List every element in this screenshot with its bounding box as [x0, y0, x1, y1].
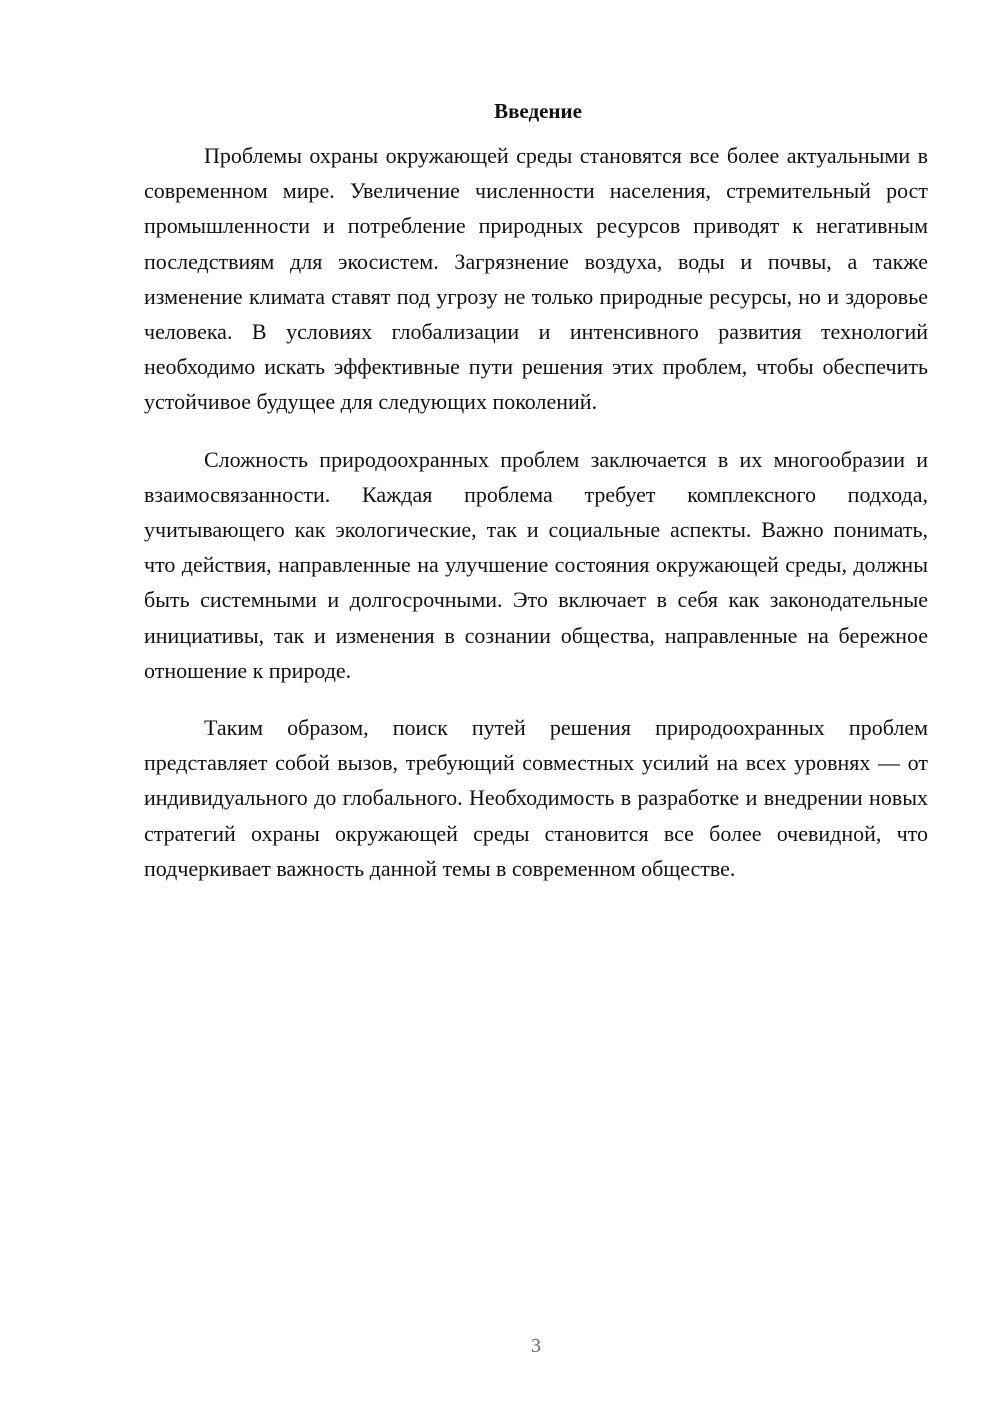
paragraph-3: Таким образом, поиск путей решения природоохранных проблем представляет собой вызов, требующий совместных усилий на всех уровнях — от индивидуального до глобального. Необходимость в разработке и внедрении новых стратегий охраны окружающей среды становится все более очевидной, что подчеркивает важность данной темы в современном обществе. — [144, 715, 928, 881]
section-heading: Введение — [494, 99, 582, 123]
paragraph-1: Проблемы охраны окружающей среды становятся все более актуальными в современном мире. Увеличение численности населения, стремительный рост промышленности и потребление природных ресурсов приводят к негативным последствиям для экосистем. Загрязнение воздуха, воды и почвы, а также изменение климата ставят под угрозу не только природные ресурсы, но и здоровье человека. В условиях глобализации и интенсивного развития технологий необходимо искать эффективные пути решения этих проблем, чтобы обеспечить устойчивое будущее для следующих поколений. — [144, 143, 928, 415]
paragraph-2: Сложность природоохранных проблем заключается в их многообразии и взаимосвязанности. Каждая проблема требует комплексного подхода, учитывающего как экологические, так и социальные аспекты. Важно понимать, что действия, направленные на улучшение состояния окружающей среды, должны быть системными и долгосрочными. Это включает в себя как законодательные инициативы, так и изменения в сознании общества, направленные на бережное отношение к природе. — [144, 446, 928, 683]
document-body — [144, 96, 928, 886]
page-number: 3 — [531, 1335, 541, 1357]
